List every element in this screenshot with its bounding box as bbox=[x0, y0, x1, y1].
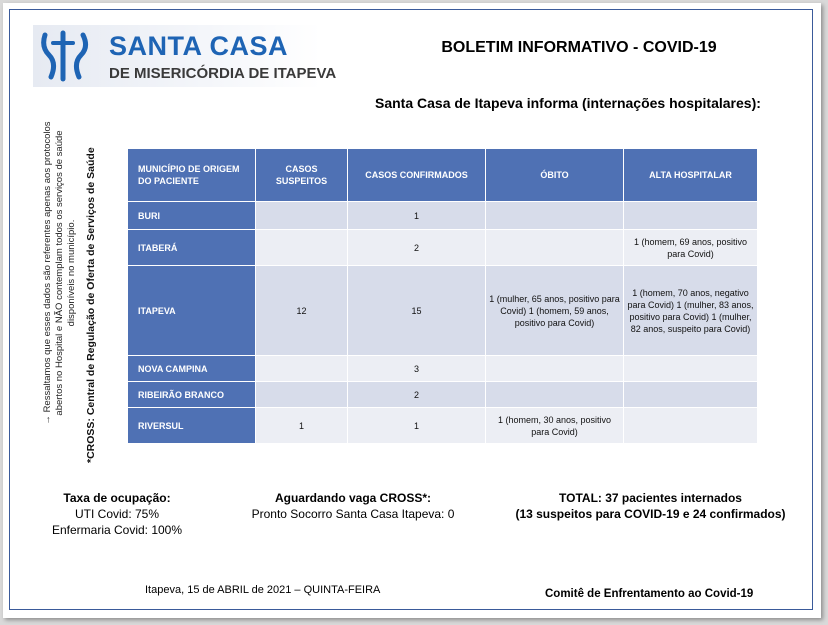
logo-subname: DE MISERICÓRDIA DE ITAPEVA bbox=[109, 65, 337, 82]
confirmados-cell: 3 bbox=[348, 356, 486, 382]
waiting-title: Aguardando vaga CROSS*: bbox=[274, 491, 432, 505]
obito-cell bbox=[486, 230, 624, 266]
hospital-logo bbox=[33, 25, 337, 87]
municipio-cell: ITABERÁ bbox=[128, 230, 256, 266]
col-confirmados: CASOS CONFIRMADOS bbox=[348, 149, 486, 202]
alta-cell: 1 (homem, 69 anos, positivo para Covid) bbox=[624, 230, 758, 266]
confirmados-cell: 2 bbox=[348, 382, 486, 408]
col-municipio: MUNICÍPIO DE ORIGEM DO PACIENTE bbox=[128, 149, 256, 202]
municipio-cell: NOVA CAMPINA bbox=[128, 356, 256, 382]
total-breakdown: (13 suspeitos para COVID-19 e 24 confirmados) bbox=[515, 507, 786, 521]
confirmados-cell: 1 bbox=[348, 202, 486, 230]
waiting-value: Pronto Socorro Santa Casa Itapeva: 0 bbox=[251, 507, 455, 521]
table-row bbox=[128, 356, 758, 382]
disclaimer-note: → Ressaltamos que esses dados são referentes apenas aos protocolos abertos no Hospital e NÃO contemplam todos os serviços de saúde disponíveis no município. bbox=[42, 121, 77, 425]
obito-cell bbox=[486, 382, 624, 408]
uti-occupancy: UTI Covid: 75% bbox=[74, 507, 160, 521]
table-row bbox=[128, 230, 758, 266]
col-alta: ALTA HOSPITALAR bbox=[624, 149, 758, 202]
bulletin-date: Itapeva, 15 de ABRIL de 2021 – QUINTA-FEIRA bbox=[145, 584, 381, 596]
table-header-row bbox=[128, 149, 758, 202]
table-row bbox=[128, 266, 758, 356]
confirmados-cell: 2 bbox=[348, 230, 486, 266]
alta-cell: 1 (homem, 70 anos, negativo para Covid) 1 (mulher, 83 anos, positivo para Covid) 1 (mulher, 82 anos, suspeito para Covid) bbox=[624, 266, 758, 356]
table-row bbox=[128, 382, 758, 408]
col-suspeitos: CASOS SUSPEITOS bbox=[256, 149, 348, 202]
suspeitos-cell bbox=[256, 356, 348, 382]
logo-name: SANTA CASA bbox=[109, 31, 288, 61]
obito-cell bbox=[486, 202, 624, 230]
cross-definition: *CROSS: Central de Regulação de Oferta de Serviços de Saúde bbox=[85, 147, 97, 463]
suspeitos-cell bbox=[256, 382, 348, 408]
obito-cell bbox=[486, 356, 624, 382]
total-line: TOTAL: 37 pacientes internados bbox=[559, 491, 742, 505]
alta-cell bbox=[624, 202, 758, 230]
obito-cell: 1 (mulher, 65 anos, positivo para Covid) 1 (homem, 59 anos, positivo para Covid) bbox=[486, 266, 624, 356]
obito-cell: 1 (homem, 30 anos, positivo para Covid) bbox=[486, 408, 624, 444]
municipio-cell: ITAPEVA bbox=[128, 266, 256, 356]
col-obito: ÓBITO bbox=[486, 149, 624, 202]
municipio-cell: RIBEIRÃO BRANCO bbox=[128, 382, 256, 408]
alta-cell bbox=[624, 382, 758, 408]
ward-occupancy: Enfermaria Covid: 100% bbox=[51, 523, 183, 537]
suspeitos-cell: 1 bbox=[256, 408, 348, 444]
document-title: BOLETIM INFORMATIVO - COVID-19 bbox=[441, 39, 717, 56]
bulletin-page bbox=[3, 3, 821, 618]
alta-cell bbox=[624, 356, 758, 382]
suspeitos-cell bbox=[256, 202, 348, 230]
municipio-cell: RIVERSUL bbox=[128, 408, 256, 444]
total-block bbox=[508, 490, 793, 522]
municipio-cell: BURI bbox=[128, 202, 256, 230]
committee-signature: Comitê de Enfrentamento ao Covid-19 bbox=[545, 588, 754, 600]
document-subtitle: Santa Casa de Itapeva informa (internações hospitalares): bbox=[375, 95, 761, 111]
alta-cell bbox=[624, 408, 758, 444]
confirmados-cell: 15 bbox=[348, 266, 486, 356]
occupancy-block bbox=[37, 490, 197, 538]
occupancy-title: Taxa de ocupação: bbox=[63, 491, 171, 505]
confirmados-cell: 1 bbox=[348, 408, 486, 444]
table-row bbox=[128, 408, 758, 444]
table-row bbox=[128, 202, 758, 230]
waiting-block bbox=[243, 490, 463, 522]
suspeitos-cell bbox=[256, 230, 348, 266]
santa-casa-logo-icon bbox=[39, 29, 91, 83]
suspeitos-cell: 12 bbox=[256, 266, 348, 356]
hospitalization-table bbox=[127, 148, 758, 444]
